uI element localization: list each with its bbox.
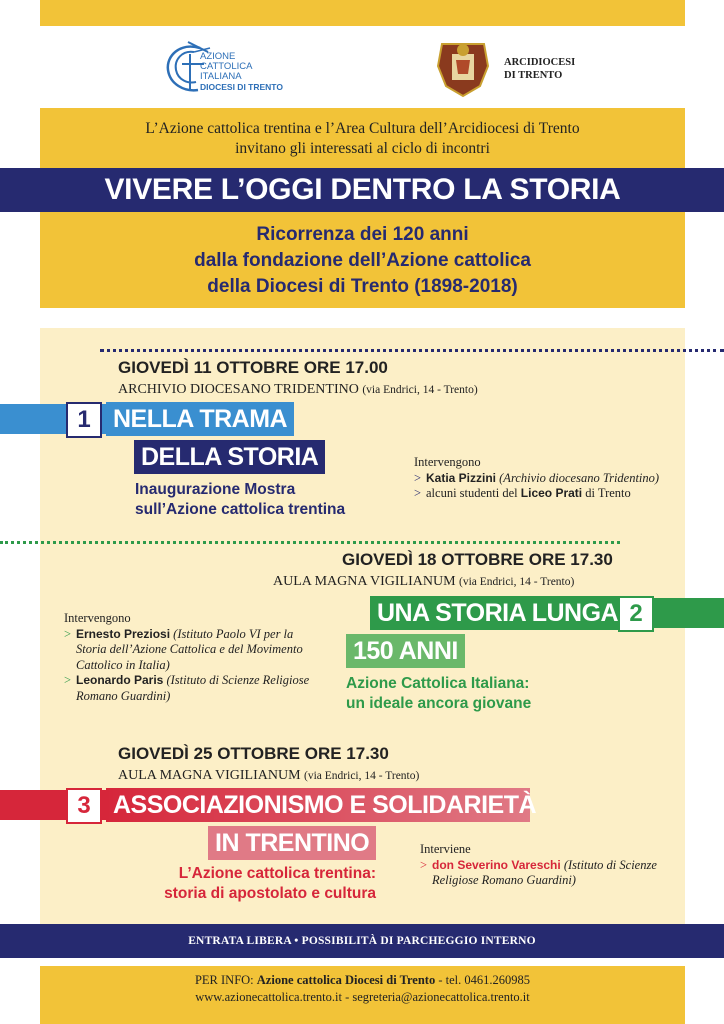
event-2-speakers — [64, 611, 324, 704]
page-title: VIVERE L’OGGI DENTRO LA STORIA — [104, 173, 621, 206]
logo-arcidiocesi — [432, 38, 576, 100]
event-3-place — [118, 768, 419, 784]
chevron-right-icon: > — [420, 857, 428, 872]
footer-email[interactable]: segreteria@azionecattolica.trento.it — [352, 990, 530, 1004]
intro-line-2: invitano gli interessati al ciclo di incontri — [235, 140, 490, 157]
top-strip — [40, 0, 685, 26]
event-3-title-line-2: IN TRENTINO — [208, 826, 376, 860]
event-3-speaker-1-name: don Severino Vareschi — [432, 857, 561, 872]
event-1-speaker-1 — [414, 471, 694, 487]
event-1-number: 1 — [66, 402, 102, 438]
event-1-address: (via Endrici, 14 - Trento) — [362, 384, 478, 396]
footer-separator: - — [345, 990, 350, 1004]
logo-left-line-2: CATTOLICA — [200, 61, 253, 72]
footer-info-prefix: PER INFO: — [194, 973, 254, 987]
event-2-subtitle-line-2: un ideale ancora giovane — [346, 695, 532, 712]
bottom-bar-text: ENTRATA LIBERA • POSSIBILITÀ DI PARCHEGGIO INTERNO — [188, 935, 536, 947]
footer-website[interactable]: www.azionecattolica.trento.it — [195, 990, 342, 1004]
event-3-subtitle-line-1: L’Azione cattolica trentina: — [178, 865, 376, 882]
event-2-speaker-2-name: Leonardo Paris — [76, 673, 164, 687]
event-3-subtitle-line-2: storia di apostolato e cultura — [164, 885, 376, 902]
footer-tel: - tel. 0461.260985 — [438, 973, 531, 987]
chevron-right-icon: > — [64, 673, 72, 687]
footer-line-1 — [40, 972, 685, 989]
logo-right-line-2: DI TRENTO — [504, 70, 563, 81]
intro-text — [40, 119, 685, 159]
event-1-subtitle — [135, 480, 345, 520]
event-1-speakers — [414, 455, 694, 502]
event-1-title-line-2: DELLA STORIA — [134, 440, 325, 474]
event-3-speaker-1-detail: (Istituto di Scienze Religiose Romano Guardini) — [432, 857, 657, 887]
event-3-speakers — [420, 842, 670, 889]
event-1-speaker-1-detail: (Archivio diocesano Tridentino) — [499, 470, 660, 485]
divider-event-1 — [100, 349, 724, 352]
event-2-date: GIOVEDÌ 18 OTTOBRE ORE 17.30 — [342, 550, 613, 569]
intro-line-1: L’Azione cattolica trentina e l’Area Cultura dell’Arcidiocesi di Trento — [145, 120, 580, 137]
event-2-address: (via Endrici, 14 - Trento) — [459, 576, 575, 588]
event-2-title-line-2: 150 ANNI — [346, 634, 465, 668]
event-1-subtitle-line-2: sull’Azione cattolica trentina — [135, 501, 346, 518]
event-2-title-line-1: UNA STORIA LUNGA — [370, 596, 625, 630]
event-2-place — [273, 574, 574, 590]
logo-azione-cattolica — [160, 36, 310, 102]
footer-line-2 — [40, 989, 685, 1006]
subtitle-line-2: dalla fondazione dell’Azione cattolica — [194, 250, 531, 271]
event-2-speaker-1-name: Ernesto Preziosi — [76, 626, 171, 641]
event-1-speaker-2-name: Liceo Prati — [520, 486, 583, 500]
chevron-right-icon: > — [64, 626, 72, 641]
chevron-right-icon: > — [414, 470, 422, 485]
event-3-speakers-label: Interviene — [420, 842, 471, 856]
event-1-speaker-1-name: Katia Pizzini — [426, 470, 497, 485]
event-2-speaker-1-detail: (Istituto Paolo VI per la Storia dell’Azione Cattolica e del Movimento Cattolico in Italia) — [76, 626, 303, 672]
event-2-number: 2 — [618, 596, 654, 632]
logo-left-line-3: ITALIANA — [200, 71, 242, 82]
subtitle — [40, 222, 685, 300]
event-1-date: GIOVEDÌ 11 OTTOBRE ORE 17.00 — [118, 358, 388, 377]
event-2-place-name: AULA MAGNA VIGILIANUM — [273, 574, 456, 589]
event-2-subtitle-line-1: Azione Cattolica Italiana: — [346, 675, 530, 692]
footer-org: Azione cattolica Diocesi di Trento — [256, 973, 436, 987]
event-3-address: (via Endrici, 14 - Trento) — [304, 770, 420, 782]
event-2-subtitle — [346, 674, 531, 714]
event-3-speaker-1 — [420, 858, 670, 889]
coat-of-arms-icon — [432, 38, 494, 98]
logo-left-line-1: AZIONE — [200, 51, 236, 62]
event-3-number: 3 — [66, 788, 102, 824]
event-3-date: GIOVEDÌ 25 OTTOBRE ORE 17.30 — [118, 744, 389, 763]
event-1-speaker-2 — [414, 486, 694, 502]
event-2-speaker-2-detail: (Istituto di Scienze Religiose Romano Guardini) — [76, 673, 310, 703]
event-1-speaker-2-prefix: alcuni studenti del — [426, 486, 518, 500]
chevron-right-icon: > — [414, 486, 422, 500]
event-3-place-name: AULA MAGNA VIGILIANUM — [118, 768, 301, 783]
event-3-title-line-1: ASSOCIAZIONISMO E SOLIDARIETÀ — [106, 788, 530, 822]
event-2-speaker-2 — [64, 673, 324, 704]
event-3-subtitle — [126, 864, 376, 904]
event-1-title-line-1: NELLA TRAMA — [106, 402, 294, 436]
footer-text — [40, 972, 685, 1006]
logo-left-line-4: DIOCESI DI TRENTO — [200, 82, 283, 92]
subtitle-line-3: della Diocesi di Trento (1898-2018) — [207, 276, 518, 297]
event-1-speaker-2-suffix: di Trento — [585, 486, 631, 500]
event-1-speakers-label: Intervengono — [414, 455, 481, 469]
event-2-speakers-label: Intervengono — [64, 611, 131, 625]
event-1-subtitle-line-1: Inaugurazione Mostra — [135, 481, 296, 498]
subtitle-line-1: Ricorrenza dei 120 anni — [256, 224, 469, 245]
event-2-speaker-1 — [64, 627, 324, 674]
event-1-place — [118, 382, 478, 398]
event-1-place-name: ARCHIVIO DIOCESANO TRIDENTINO — [118, 382, 359, 397]
logo-right-line-1: ARCIDIOCESI — [504, 57, 576, 68]
divider-event-2 — [0, 541, 620, 544]
